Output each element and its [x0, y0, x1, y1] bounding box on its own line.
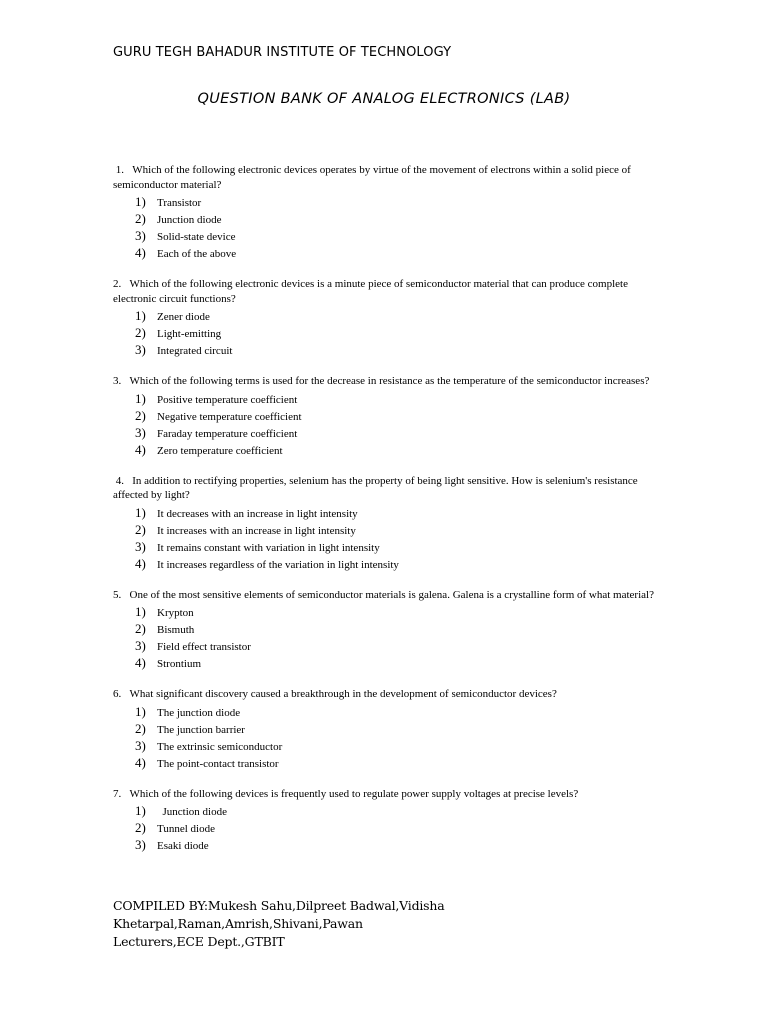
question-text — [113, 588, 673, 603]
question-item — [113, 787, 673, 854]
question-item — [113, 474, 673, 572]
option-number: 1) — [135, 390, 146, 406]
option-item — [113, 521, 673, 538]
option-item — [113, 654, 673, 671]
option-item — [113, 244, 673, 261]
option-text: Solid-state device — [157, 231, 236, 243]
option-list — [113, 390, 673, 458]
question-text — [113, 163, 673, 192]
option-number: 4) — [135, 754, 146, 770]
option-item — [113, 307, 673, 324]
option-text: It remains constant with variation in light intensity — [157, 541, 380, 554]
option-number: 1) — [135, 504, 146, 520]
option-text: Integrated circuit — [157, 345, 233, 357]
option-number: 1) — [135, 308, 146, 323]
option-number: 2) — [135, 521, 146, 537]
option-text: Zero temperature coefficient — [157, 444, 283, 457]
footer-line-1: COMPILED BY:Mukesh Sahu,Dilpreet Badwal,Vidisha — [113, 898, 445, 913]
option-text: Faraday temperature coefficient — [157, 427, 298, 440]
option-text: Esaki diode — [157, 840, 209, 852]
option-text: Positive temperature coefficient — [157, 393, 298, 406]
question-body: One of the most sensitive elements of semiconductor materials is galena. Galena is a crystalline form of what material? — [129, 588, 654, 601]
option-item — [113, 620, 673, 637]
option-list — [113, 193, 673, 261]
option-item — [113, 227, 673, 244]
option-number: 3) — [135, 837, 146, 852]
option-number: 4) — [135, 245, 146, 260]
question-text — [113, 277, 673, 306]
question-item — [113, 277, 673, 358]
question-body: Which of the following devices is frequently used to regulate power supply voltages at precise levels? — [129, 787, 579, 800]
option-item — [113, 390, 673, 407]
question-text — [113, 474, 673, 503]
option-item — [113, 504, 673, 521]
option-item — [113, 555, 673, 572]
question-number: 2. — [113, 278, 122, 290]
option-text: Transistor — [157, 197, 202, 209]
option-text: It increases regardless of the variation in light intensity — [157, 558, 399, 571]
option-text: Negative temperature coefficient — [157, 410, 302, 423]
option-number: 2) — [135, 720, 146, 736]
option-item — [113, 407, 673, 424]
option-text: Light-emitting — [157, 328, 222, 340]
option-text: The junction diode — [157, 706, 241, 719]
option-number: 1) — [135, 803, 146, 818]
option-list — [113, 603, 673, 671]
question-body: Which of the following terms is used for the decrease in resistance as the temperature of the semiconductor increases? — [129, 375, 650, 387]
question-number: 1. — [115, 164, 124, 176]
option-text: Bismuth — [157, 624, 195, 636]
option-number: 3) — [135, 228, 146, 243]
option-item — [113, 341, 673, 358]
option-text: The point-contact transistor — [157, 757, 279, 770]
question-number: 5. — [113, 588, 122, 601]
option-text: The extrinsic semiconductor — [157, 740, 283, 753]
option-text: The junction barrier — [157, 723, 245, 736]
option-text: Junction diode — [157, 214, 222, 226]
compiled-by-footer — [113, 897, 473, 951]
option-list — [113, 504, 673, 572]
option-number: 3) — [135, 342, 146, 357]
option-text — [157, 804, 227, 821]
question-body: What significant discovery caused a breakthrough in the development of semiconductor devices? — [129, 688, 557, 700]
question-item — [113, 163, 673, 261]
question-text — [113, 787, 673, 802]
page-title: QUESTION BANK OF ANALOG ELECTRONICS (LAB) — [197, 91, 571, 107]
option-item — [113, 603, 673, 620]
option-text: It decreases with an increase in light intensity — [157, 507, 358, 520]
option-item — [113, 441, 673, 458]
option-number: 4) — [135, 441, 146, 457]
option-item — [113, 819, 673, 836]
question-number: 3. — [113, 375, 122, 387]
option-item — [113, 538, 673, 555]
option-item — [113, 210, 673, 227]
option-text: Zener diode — [157, 311, 210, 323]
question-number: 7. — [113, 787, 122, 800]
question-text — [113, 374, 673, 389]
option-number: 3) — [135, 737, 146, 753]
option-text: Tunnel diode — [157, 823, 215, 835]
option-item — [113, 424, 673, 441]
option-text: It increases with an increase in light intensity — [157, 524, 356, 537]
question-number: 6. — [113, 688, 122, 700]
option-text: Krypton — [157, 607, 194, 619]
option-number: 2) — [135, 621, 146, 636]
footer-line-2: Khetarpal,Raman,Amrish,Shivani,Pawan — [113, 916, 363, 931]
option-number: 1) — [135, 194, 146, 209]
option-item — [113, 836, 673, 853]
option-number: 4) — [135, 555, 146, 571]
question-body: Which of the following electronic devices is a minute piece of semiconductor material that can produce complete electronic circuit functions? — [113, 278, 628, 305]
option-item — [113, 802, 673, 819]
option-number: 2) — [135, 820, 146, 835]
option-item — [113, 754, 673, 771]
option-list — [113, 703, 673, 771]
question-body: In addition to rectifying properties, selenium has the property of being light sensitive. How is selenium's resistance affected by light? — [113, 474, 638, 501]
option-text: Strontium — [157, 658, 202, 670]
option-item — [113, 720, 673, 737]
option-item — [113, 193, 673, 210]
question-item — [113, 588, 673, 672]
footer-line-3: Lecturers,ECE Dept.,GTBIT — [113, 934, 285, 949]
option-number: 3) — [135, 538, 146, 554]
option-number: 3) — [135, 424, 146, 440]
question-list — [113, 163, 673, 853]
option-item — [113, 703, 673, 720]
option-number: 4) — [135, 655, 146, 670]
option-text-value: Junction diode — [162, 806, 227, 818]
option-list — [113, 802, 673, 853]
option-number: 1) — [135, 703, 146, 719]
question-number: 4. — [115, 474, 124, 487]
option-item — [113, 324, 673, 341]
option-number: 2) — [135, 325, 146, 340]
question-body: Which of the following electronic devices operates by virtue of the movement of electrons within a solid piece of semiconductor material? — [113, 164, 631, 191]
question-item — [113, 687, 673, 771]
option-number: 3) — [135, 638, 146, 653]
institute-name: GURU TEGH BAHADUR INSTITUTE OF TECHNOLOGY — [113, 45, 452, 60]
option-number: 1) — [135, 604, 146, 619]
option-item — [113, 637, 673, 654]
question-item — [113, 374, 673, 458]
option-number: 2) — [135, 407, 146, 423]
question-text — [113, 687, 673, 702]
option-item — [113, 737, 673, 754]
option-text: Each of the above — [157, 248, 237, 260]
option-number: 2) — [135, 211, 146, 226]
option-list — [113, 307, 673, 358]
option-text: Field effect transistor — [157, 641, 251, 653]
